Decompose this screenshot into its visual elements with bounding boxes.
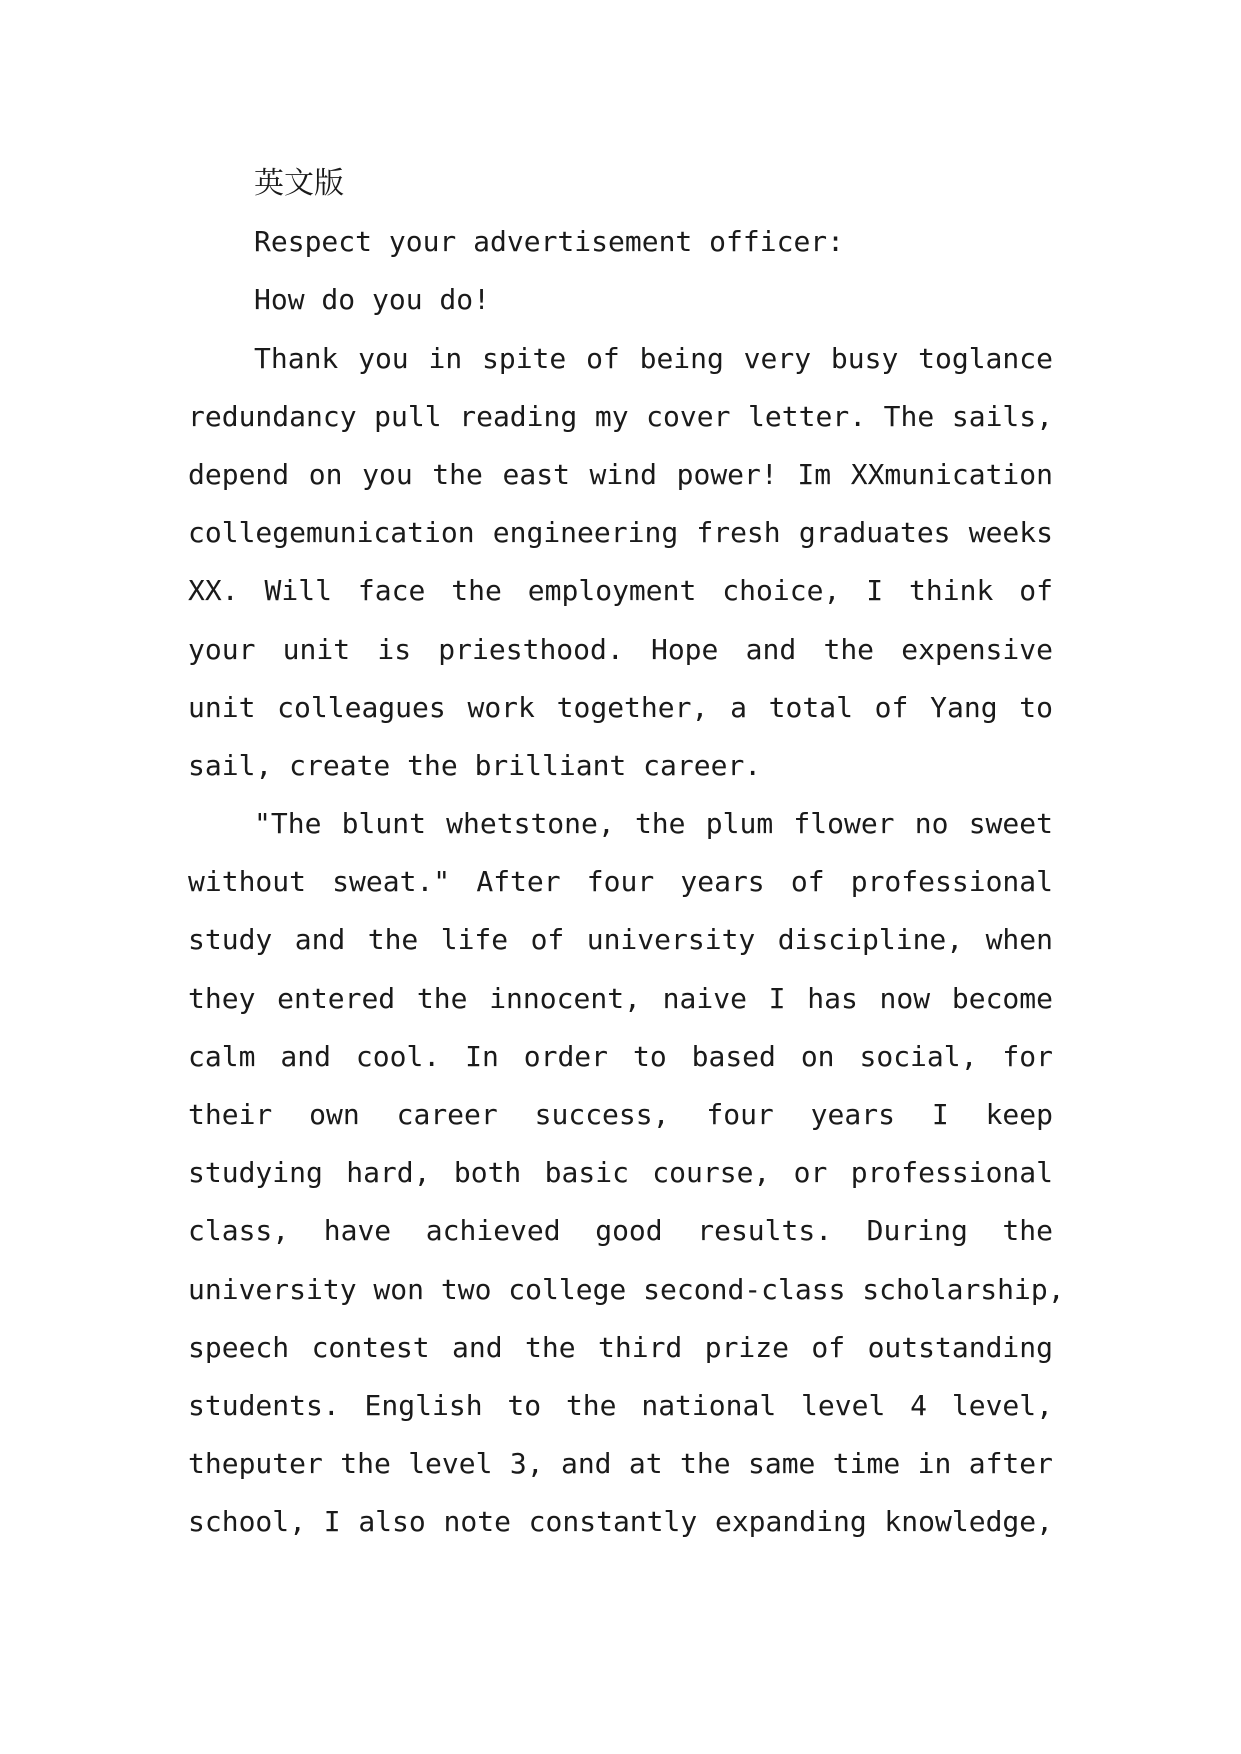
paragraph-1-line: XX. Will face the employment choice, I think of (188, 574, 1053, 608)
paragraph-2-line: theputer the level 3, and at the same time in after (188, 1447, 1053, 1481)
document-heading: 英文版 (254, 166, 344, 201)
paragraph-1-line: your unit is priesthood. Hope and the expensive (188, 632, 1053, 666)
paragraph-2-line: students. English to the national level 4 level, (188, 1388, 1053, 1422)
paragraph-1-line: Thank you in spite of being very busy toglance (254, 341, 1053, 375)
paragraph-2-line: "The blunt whetstone, the plum flower no sweet (254, 807, 1053, 841)
paragraph-2-line: their own career success, four years I keep (188, 1098, 1053, 1131)
paragraph-2-line: speech contest and the third prize of outstanding (188, 1330, 1053, 1364)
paragraph-1-line: sail, create the brilliant career. (188, 748, 762, 782)
paragraph-2-line: university won two college second-class scholarship, (188, 1272, 1065, 1306)
paragraph-1-line: redundancy pull reading my cover letter. The sails, (188, 399, 1053, 433)
salutation-line: Respect your advertisement officer: (254, 225, 845, 259)
paragraph-2-line: calm and cool. In order to based on social, for (188, 1039, 1053, 1073)
paragraph-2-line: school, I also note constantly expanding knowledge, (188, 1505, 1053, 1539)
paragraph-1-line: depend on you the east wind power! Im XXmunication (188, 457, 1053, 491)
paragraph-1-line: collegemunication engineering fresh graduates weeks (188, 516, 1053, 550)
paragraph-1-line: unit colleagues work together, a total of Yang to (188, 690, 1053, 724)
paragraph-2-line: studying hard, both basic course, or professional (188, 1156, 1053, 1190)
paragraph-2-line: class, have achieved good results. During the (188, 1214, 1053, 1248)
paragraph-2-line: they entered the innocent, naive I has now become (188, 981, 1053, 1015)
paragraph-2-line: without sweat." After four years of professional (188, 865, 1053, 899)
letter-body (188, 155, 1065, 1552)
greeting-line: How do you do! (254, 283, 491, 317)
paragraph-2-line: study and the life of university discipline, when (188, 923, 1053, 957)
